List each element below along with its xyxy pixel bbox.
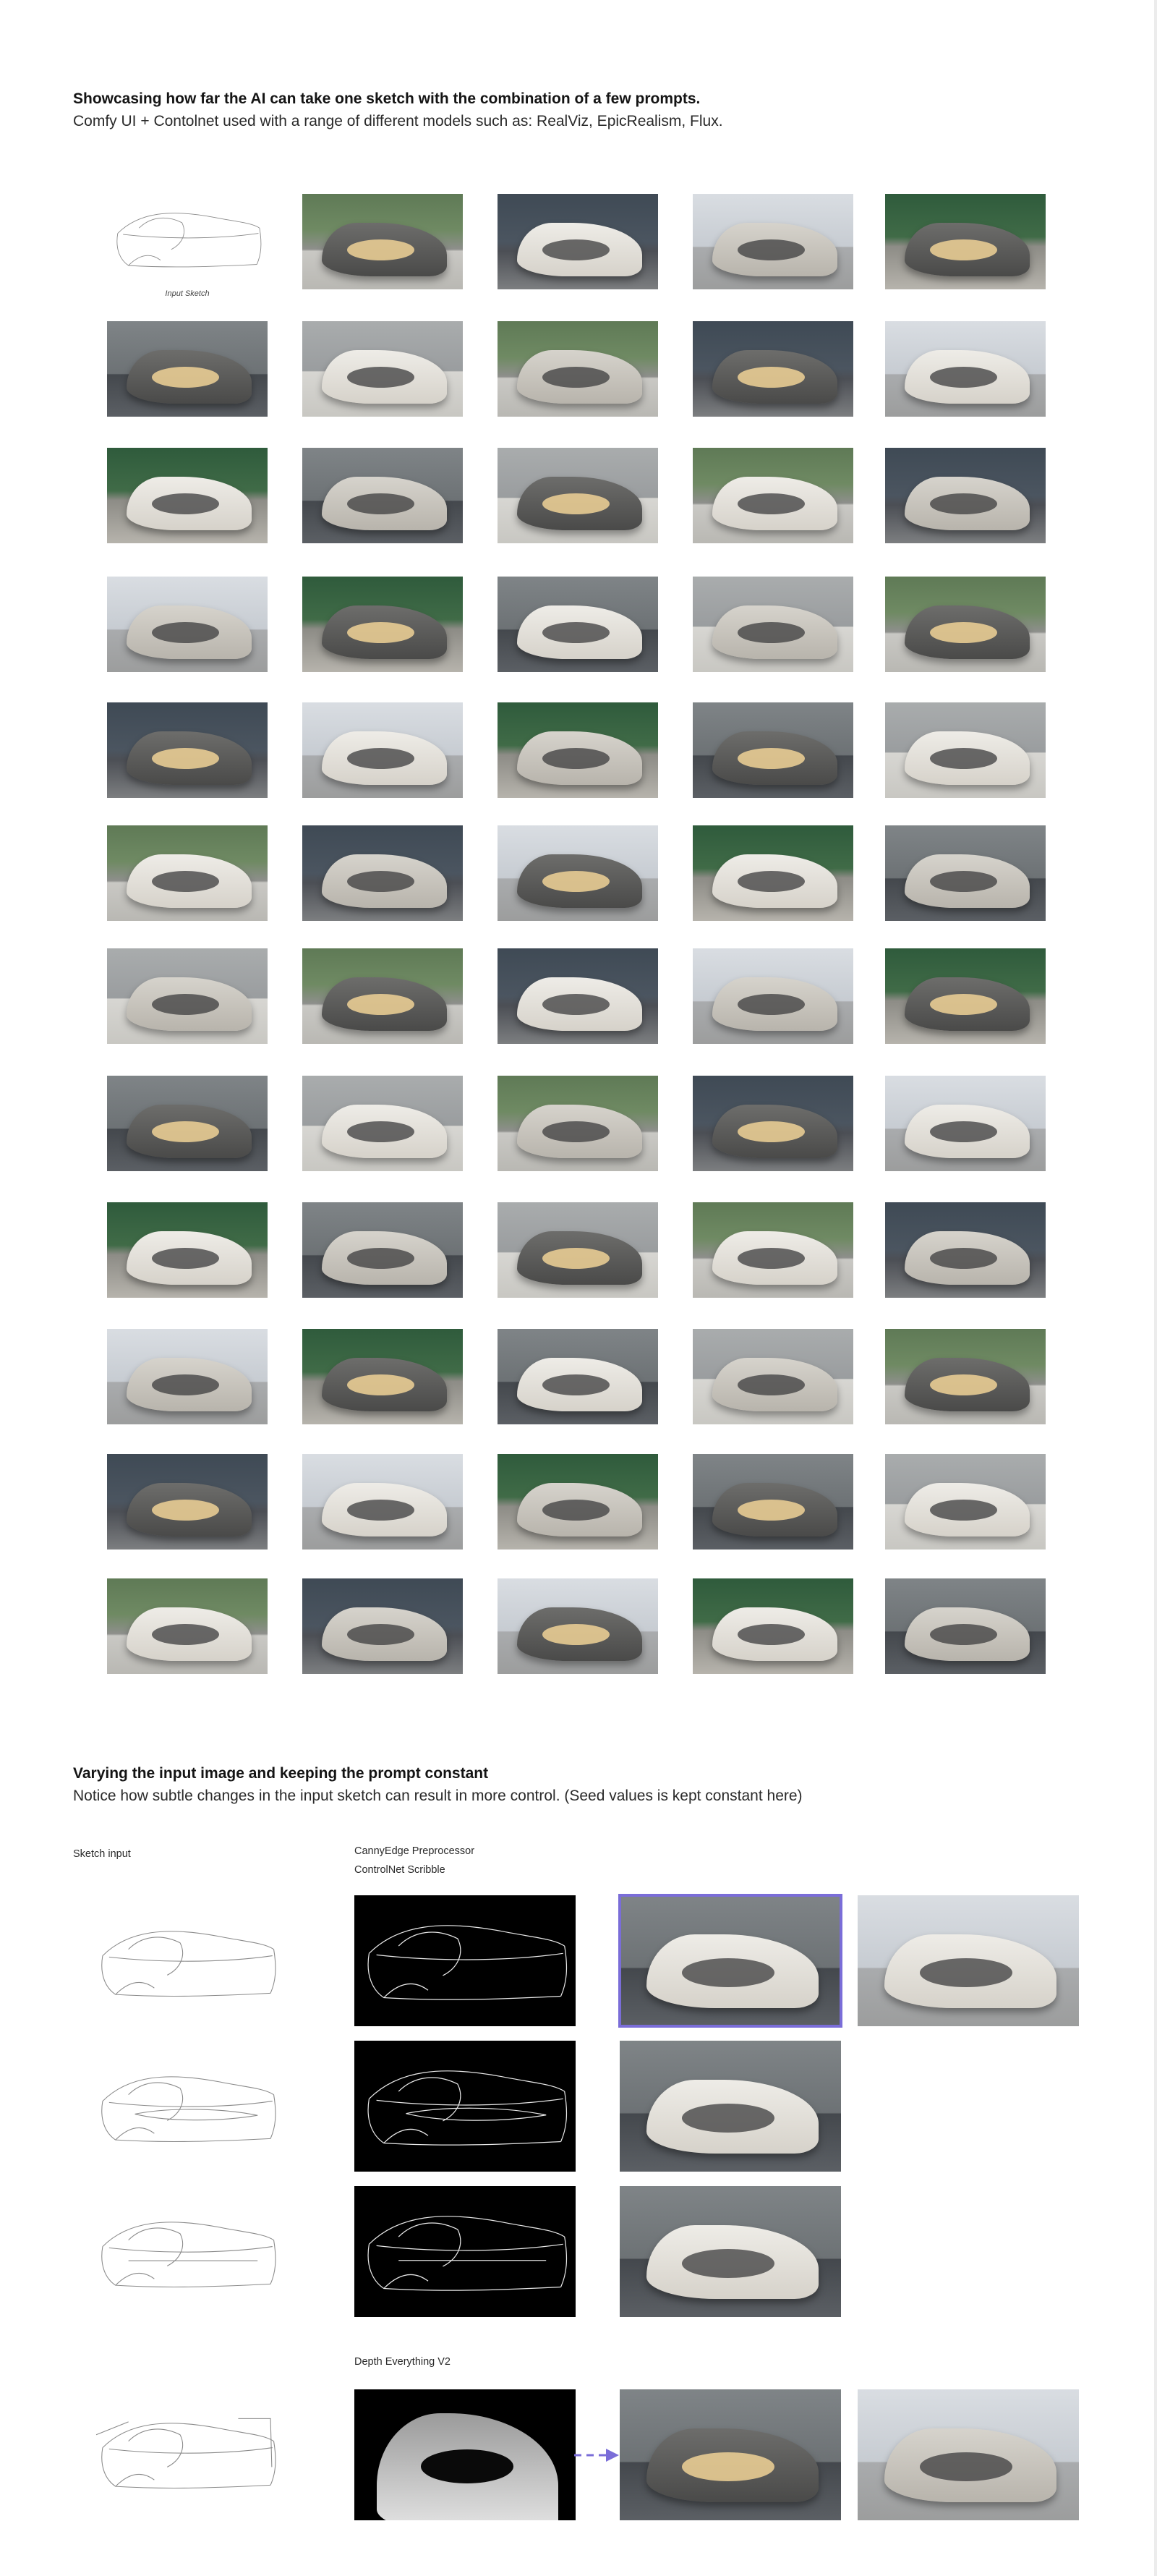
- bench-render-image: [885, 1329, 1046, 1424]
- bench-render-image: [498, 1578, 658, 1674]
- bench-render-image: [498, 448, 658, 543]
- bench-render-image: [885, 1076, 1046, 1171]
- input-sketch-label: Input Sketch: [165, 289, 210, 298]
- bench-render-image: [885, 448, 1046, 543]
- depth-label: Depth Everything V2: [354, 2356, 451, 2368]
- result-image: [858, 1895, 1079, 2026]
- bench-render-image: [885, 321, 1046, 417]
- bench-render-image: [107, 1454, 268, 1550]
- section2-subheading: Notice how subtle changes in the input sketch can result in more control. (Seed values is kept constant here): [73, 1788, 803, 1804]
- result-image: [620, 2389, 841, 2520]
- result-image: [620, 2186, 841, 2317]
- bench-render-image: [693, 948, 853, 1044]
- bench-render-image: [107, 1578, 268, 1674]
- bench-render-image: [302, 577, 463, 672]
- bench-render-image: [498, 825, 658, 921]
- bench-render-image: [302, 825, 463, 921]
- bench-render-image: [693, 321, 853, 417]
- bench-render-image: [693, 825, 853, 921]
- bench-render-image: [302, 321, 463, 417]
- section1-heading: Showcasing how far the AI can take one sketch with the combination of a few prompts.: [73, 90, 701, 107]
- result-image: [858, 2389, 1079, 2520]
- bench-render-image: [107, 702, 268, 798]
- bench-render-image: [693, 1329, 853, 1424]
- bench-render-image: [693, 702, 853, 798]
- canny-edge-map: [354, 2186, 576, 2317]
- bench-render-image: [302, 702, 463, 798]
- bench-render-image: [498, 1329, 658, 1424]
- bench-render-image: [885, 194, 1046, 289]
- sketch-input-image: [85, 2062, 288, 2153]
- sketch-input-image: [85, 2409, 288, 2499]
- bench-render-image: [885, 1202, 1046, 1298]
- bench-render-image: [885, 1454, 1046, 1550]
- canny-edge-map: [354, 1895, 576, 2026]
- bench-render-image: [302, 1076, 463, 1171]
- sketch-input-label: Sketch input: [73, 1848, 131, 1860]
- bench-render-image: [693, 1202, 853, 1298]
- sketch-input-image: [85, 2208, 288, 2298]
- bench-render-image: [498, 577, 658, 672]
- depth-map-image: [354, 2389, 576, 2520]
- bench-render-image: [693, 577, 853, 672]
- bench-render-image: [885, 702, 1046, 798]
- bench-render-image: [107, 448, 268, 543]
- bench-render-image: [498, 321, 658, 417]
- section1-subheading: Comfy UI + Contolnet used with a range of different models such as: RealViz, EpicRealism, Flux.: [73, 113, 723, 129]
- bench-render-image: [885, 577, 1046, 672]
- bench-render-image: [302, 194, 463, 289]
- canny-edge-map: [354, 2041, 576, 2172]
- bench-render-image: [693, 194, 853, 289]
- bench-render-image: [302, 1329, 463, 1424]
- bench-render-image: [107, 1076, 268, 1171]
- bench-render-image: [107, 321, 268, 417]
- bench-render-image: [885, 948, 1046, 1044]
- bench-render-image: [498, 1202, 658, 1298]
- bench-render-image: [302, 1202, 463, 1298]
- bench-render-image: [107, 577, 268, 672]
- bench-render-image: [107, 825, 268, 921]
- bench-render-image: [693, 1578, 853, 1674]
- preprocessor-label: CannyEdge Preprocessor: [354, 1845, 475, 1857]
- selected-result-image: [620, 1895, 841, 2026]
- controlnet-label: ControlNet Scribble: [354, 1864, 445, 1876]
- bench-render-image: [107, 948, 268, 1044]
- bench-render-image: [693, 1076, 853, 1171]
- bench-render-image: [693, 448, 853, 543]
- bench-render-image: [498, 1454, 658, 1550]
- bench-render-image: [885, 1578, 1046, 1674]
- right-edge: [1154, 0, 1157, 2576]
- bench-render-image: [302, 1578, 463, 1674]
- bench-render-image: [885, 825, 1046, 921]
- arrow-icon: [573, 2447, 620, 2464]
- sketch-input-image: [85, 1917, 288, 2007]
- bench-render-image: [693, 1454, 853, 1550]
- result-image: [620, 2041, 841, 2172]
- bench-render-image: [498, 948, 658, 1044]
- bench-render-image: [302, 948, 463, 1044]
- input-sketch: [107, 201, 268, 276]
- section2-heading: Varying the input image and keeping the prompt constant: [73, 1765, 489, 1782]
- bench-render-image: [498, 702, 658, 798]
- bench-render-image: [498, 1076, 658, 1171]
- bench-render-image: [107, 1202, 268, 1298]
- bench-render-image: [107, 1329, 268, 1424]
- bench-render-image: [302, 448, 463, 543]
- bench-render-image: [302, 1454, 463, 1550]
- bench-render-image: [498, 194, 658, 289]
